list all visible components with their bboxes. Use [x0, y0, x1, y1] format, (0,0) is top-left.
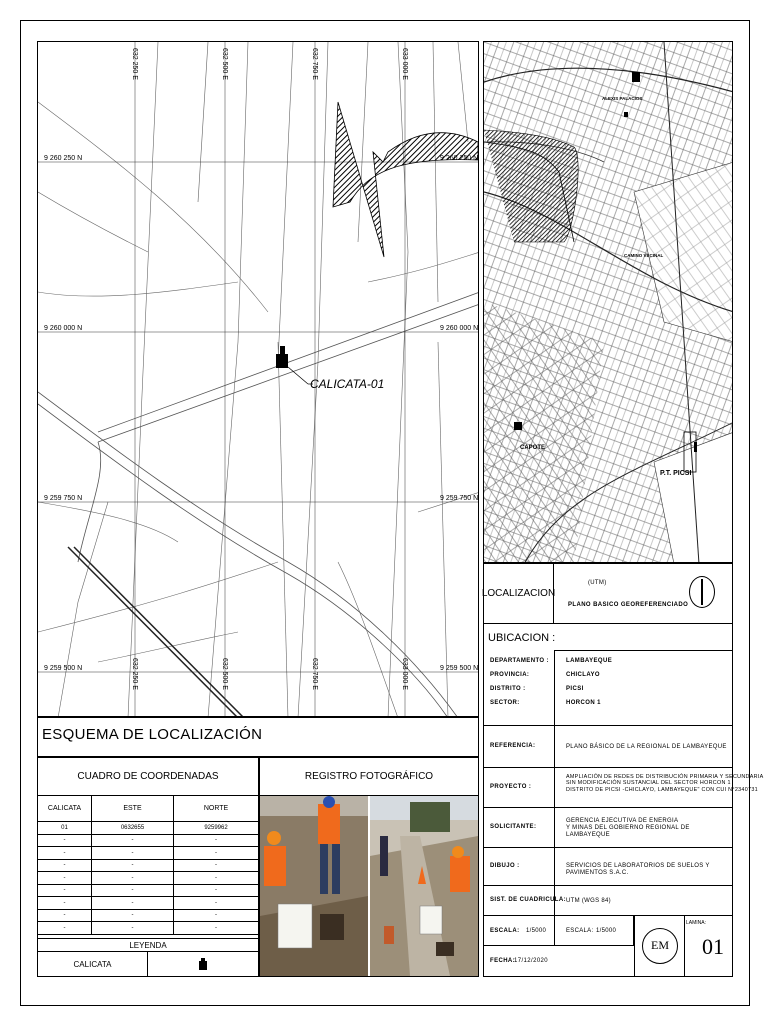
proyecto-row	[484, 768, 764, 808]
ubicacion-key: PROVINCIA:	[490, 672, 530, 678]
pit-label: CALICATA-01	[310, 377, 385, 391]
coord-cell: -	[92, 910, 174, 923]
solicitante-key: SOLICITANTE:	[490, 824, 537, 830]
esquema-title: ESQUEMA DE LOCALIZACIÓN	[42, 726, 263, 743]
easting-label: 632 750 E	[311, 658, 318, 690]
coord-cell: -	[38, 885, 92, 898]
sistema-row	[484, 886, 732, 916]
easting-label: 633 000 E	[401, 48, 408, 80]
coord-cell: -	[174, 847, 258, 860]
solicitante-value	[566, 818, 732, 840]
coord-cell: -	[174, 897, 258, 910]
escala-key-1: ESCALA:	[490, 928, 520, 934]
coordinates-table	[37, 757, 259, 977]
legend-item-label: CALICATA	[38, 952, 148, 976]
solicitante-row	[484, 808, 732, 848]
escala-value-1: 1/5000	[526, 928, 547, 934]
photo-register-title: REGISTRO FOTOGRÁFICO	[260, 758, 478, 796]
northing-label: 9 259 750 N	[440, 495, 479, 502]
legend-title: LEYENDA	[38, 938, 258, 952]
coord-cell: 0632655	[92, 822, 174, 835]
northing-label: 9 259 500 N	[44, 665, 83, 672]
coordinates-grid	[38, 796, 258, 936]
coord-cell: -	[92, 835, 174, 848]
ubicacion-key: DEPARTAMENTO :	[490, 658, 549, 664]
coord-cell: -	[38, 910, 92, 923]
easting-label: 632 500 E	[221, 48, 228, 80]
location-map	[483, 41, 733, 563]
northing-label: 9 260 000 N	[440, 325, 479, 332]
solicitante-line-1: GERENCIA EJECUTIVA DE ENERGIA	[566, 818, 679, 824]
fecha-value: 17/12/2020	[514, 958, 549, 964]
referencia-value: PLANO BÁSICO DE LA REGIONAL DE LAMBAYEQUE	[566, 744, 727, 750]
ubicacion-key: SECTOR:	[490, 700, 520, 706]
coord-cell: -	[38, 860, 92, 873]
northing-label: 9 260 250 N	[440, 155, 479, 162]
northing-label: 9 259 750 N	[44, 495, 83, 502]
ubicacion-value: PICSI	[566, 686, 584, 692]
field-photos	[260, 796, 478, 976]
proyecto-line-3: DISTRITO DE PICSI -CHICLAYO, LAMBAYEQUE" CON CUI N°2340731	[566, 786, 758, 793]
lamina-key: LAMINA:	[686, 920, 707, 926]
place-label: P.T. PICSI	[660, 470, 692, 477]
place-label: ALEXIS PALACIOS	[602, 96, 643, 101]
place-label: CAMINO VECINAL	[624, 253, 664, 258]
utm-label: (UTM)	[588, 580, 607, 586]
legend-pit-icon	[148, 952, 258, 976]
company-logo-text: EM	[651, 937, 669, 952]
ubicacion-key: DISTRITO :	[490, 686, 526, 692]
solicitante-line-2: Y MINAS DEL GOBIERNO REGIONAL DE LAMBAYEQUE	[566, 825, 690, 839]
dibujo-key: DIBUJO :	[490, 863, 520, 869]
referencia-key: REFERENCIA:	[490, 743, 536, 749]
company-logo	[642, 928, 678, 964]
north-arrow-icon	[689, 576, 715, 608]
coord-cell: -	[174, 860, 258, 873]
localizacion-label: LOCALIZACION	[484, 564, 554, 623]
coord-cell: -	[92, 897, 174, 910]
coord-cell: -	[38, 872, 92, 885]
ubicacion-value: CHICLAYO	[566, 672, 600, 678]
drawing-sheet	[20, 20, 764, 1006]
coord-cell: -	[174, 922, 258, 935]
northing-labels	[44, 155, 478, 672]
easting-label: 633 000 E	[401, 658, 408, 690]
coord-cell: -	[38, 847, 92, 860]
sistema-value: UTM (WGS 84)	[566, 898, 611, 904]
localizacion-row	[481, 564, 732, 624]
ubicacion-row	[484, 624, 732, 726]
title-block	[481, 563, 764, 977]
ubicacion-value: LAMBAYEQUE	[566, 658, 613, 664]
photo-register	[259, 757, 479, 977]
coordinates-table-title: CUADRO DE COORDENADAS	[38, 758, 258, 796]
ubicacion-label: UBICACION :	[488, 632, 556, 644]
site-map	[37, 41, 479, 717]
coord-cell: -	[174, 885, 258, 898]
location-map-drawing	[484, 42, 733, 563]
northing-label: 9 260 250 N	[44, 155, 83, 162]
easting-label: 632 250 E	[131, 48, 138, 80]
coord-cell: -	[38, 835, 92, 848]
coord-cell: -	[174, 910, 258, 923]
coord-cell: -	[174, 872, 258, 885]
northing-label: 9 259 500 N	[440, 665, 479, 672]
proyecto-key: PROYECTO :	[490, 784, 532, 790]
legend-row	[38, 952, 258, 976]
coord-cell: -	[38, 922, 92, 935]
coord-header: NORTE	[174, 796, 258, 822]
northing-label: 9 260 000 N	[44, 325, 83, 332]
coord-cell: -	[92, 847, 174, 860]
referencia-row	[484, 726, 732, 768]
coord-cell: -	[92, 922, 174, 935]
coord-cell: 9259962	[174, 822, 258, 835]
ubicacion-value: HORCON 1	[566, 700, 601, 706]
easting-label: 632 250 E	[131, 658, 138, 690]
coord-cell: -	[38, 897, 92, 910]
coord-cell: -	[92, 885, 174, 898]
easting-label: 632 750 E	[311, 48, 318, 80]
proyecto-value	[566, 774, 764, 793]
proyecto-line-1: AMPLIACIÓN DE REDES DE DISTRIBUCIÓN PRIMARIA Y SECUNDARIA	[566, 774, 764, 780]
dibujo-row	[484, 848, 732, 886]
coord-cell: -	[92, 872, 174, 885]
pointer-arrow	[333, 102, 478, 257]
sistema-key: SIST. DE CUADRICULA:	[490, 897, 567, 903]
coord-cell: -	[92, 860, 174, 873]
ubicacion-fields	[484, 654, 732, 724]
fecha-key: FECHA:	[490, 958, 516, 964]
escala-value-2: 1/5000	[596, 928, 617, 934]
coord-header: CALICATA	[38, 796, 92, 822]
coord-cell: -	[174, 835, 258, 848]
escala-row	[484, 916, 732, 976]
esquema-title-box	[37, 717, 479, 757]
coord-cell: 01	[38, 822, 92, 835]
escala-key-2: ESCALA:	[566, 928, 594, 934]
pit-marker-icon	[276, 354, 288, 368]
easting-label: 632 500 E	[221, 658, 228, 690]
plano-label: PLANO BASICO GEOREFERENCIADO	[568, 602, 689, 608]
lamina-value: 01	[702, 934, 724, 959]
site-map-drawing	[38, 42, 479, 717]
dibujo-value: SERVICIOS DE LABORATORIOS DE SUELOS Y PAVIMENTOS S.A.C.	[566, 863, 710, 877]
proyecto-line-2: SIN MODIFICACIÓN SUSTANCIAL DEL SECTOR HORCON 1	[566, 780, 731, 787]
coord-header: ESTE	[92, 796, 174, 822]
place-label: CAPOTE	[520, 445, 546, 451]
